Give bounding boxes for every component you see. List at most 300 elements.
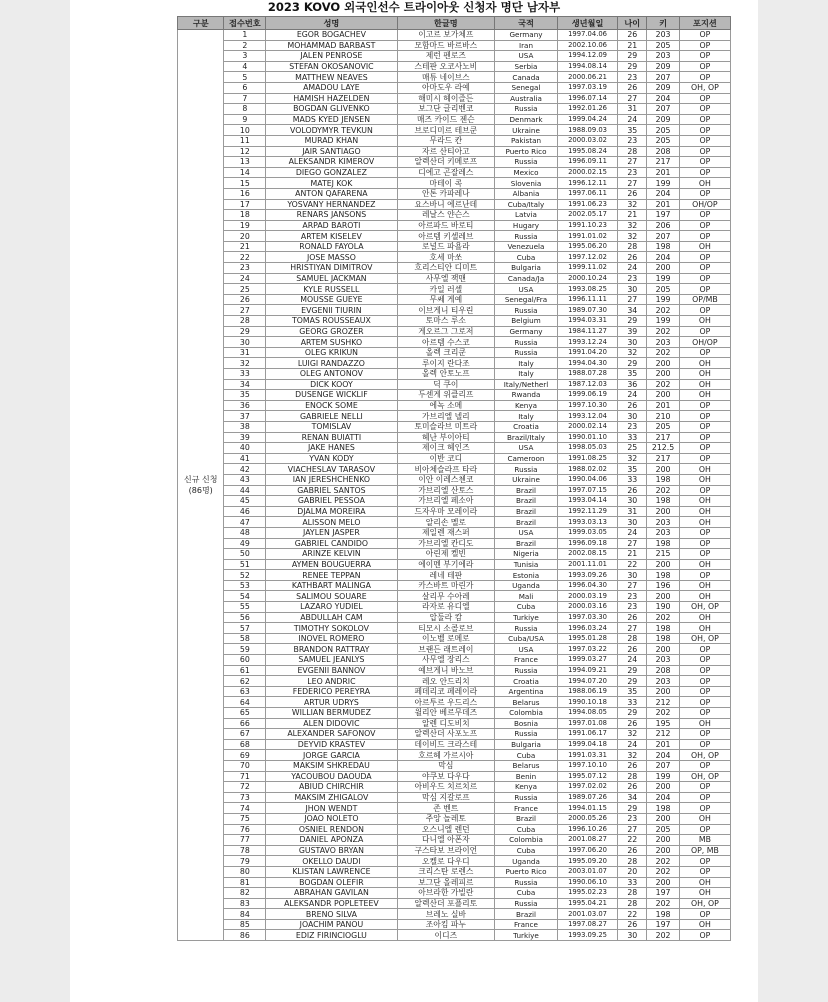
cell-height: 207 xyxy=(647,72,680,83)
cell-nationality: Venezuela xyxy=(495,241,558,252)
cell-position: OH xyxy=(679,178,730,189)
cell-nationality: Uganda xyxy=(495,580,558,591)
cell-birthdate: 1997.01.08 xyxy=(557,718,617,729)
cell-birthdate: 1999.11.02 xyxy=(557,263,617,274)
cell-age: 30 xyxy=(618,337,647,348)
cell-nationality: USA xyxy=(495,284,558,295)
cell-nationality: Russia xyxy=(495,337,558,348)
cell-age: 32 xyxy=(618,220,647,231)
col-header-height: 키 xyxy=(647,17,680,30)
document-page xyxy=(70,0,758,1002)
cell-nationality: USA xyxy=(495,51,558,62)
cell-name: ALEXANDER SAFONOV xyxy=(266,729,397,740)
cell-nationality: Puerto Rico xyxy=(495,146,558,157)
cell-height: 203 xyxy=(647,30,680,41)
cell-name: ALEKSANDR KIMEROV xyxy=(266,157,397,168)
cell-age: 26 xyxy=(618,644,647,655)
cell-korean-name: 이반 코디 xyxy=(397,453,495,464)
table-row xyxy=(178,443,731,454)
cell-birthdate: 1994.04.30 xyxy=(557,358,617,369)
cell-position: OH xyxy=(679,464,730,475)
cell-age: 26 xyxy=(618,188,647,199)
cell-name: VIACHESLAV TARASOV xyxy=(266,464,397,475)
cell-name: JOAO NOLETO xyxy=(266,813,397,824)
cell-name: ABDULLAH CAM xyxy=(266,612,397,623)
cell-number: 48 xyxy=(224,527,266,538)
cell-position: OH xyxy=(679,506,730,517)
cell-age: 32 xyxy=(618,347,647,358)
cell-nationality: Russia xyxy=(495,104,558,115)
cell-height: 202 xyxy=(647,856,680,867)
cell-name: GABRIEL PESSOA xyxy=(266,496,397,507)
cell-nationality: Bulgaria xyxy=(495,739,558,750)
cell-age: 30 xyxy=(618,411,647,422)
cell-height: 200 xyxy=(647,686,680,697)
cell-name: WILLIAN BERMUDEZ xyxy=(266,708,397,719)
table-row xyxy=(178,888,731,899)
table-row xyxy=(178,157,731,168)
table-row xyxy=(178,252,731,263)
cell-height: 198 xyxy=(647,803,680,814)
cell-name: SALIMOU SOUARE xyxy=(266,591,397,602)
cell-height: 200 xyxy=(647,835,680,846)
cell-age: 35 xyxy=(618,125,647,136)
cell-korean-name: 가브리엘 산토스 xyxy=(397,485,495,496)
cell-nationality: Russia xyxy=(495,792,558,803)
cell-birthdate: 1990.04.06 xyxy=(557,474,617,485)
page-title: 2023 KOVO 외국인선수 트라이아웃 신청자 명단 남자부 xyxy=(267,0,561,14)
cell-age: 29 xyxy=(618,676,647,687)
table-row xyxy=(178,369,731,380)
cell-birthdate: 1993.04.14 xyxy=(557,496,617,507)
cell-height: 198 xyxy=(647,570,680,581)
cell-name: GABRIEL CANDIDO xyxy=(266,538,397,549)
cell-name: OLEG KRIKUN xyxy=(266,347,397,358)
cell-number: 80 xyxy=(224,866,266,877)
cell-number: 46 xyxy=(224,506,266,517)
table-row xyxy=(178,729,731,740)
cell-age: 35 xyxy=(618,686,647,697)
cell-korean-name: 살리무 수아레 xyxy=(397,591,495,602)
cell-birthdate: 1997.03.30 xyxy=(557,612,617,623)
cell-name: ALEN DIDOVIC xyxy=(266,718,397,729)
cell-height: 205 xyxy=(647,135,680,146)
cell-height: 212 xyxy=(647,729,680,740)
cell-number: 41 xyxy=(224,453,266,464)
table-row xyxy=(178,909,731,920)
cell-nationality: France xyxy=(495,655,558,666)
cell-nationality: Ukraine xyxy=(495,474,558,485)
cell-number: 30 xyxy=(224,337,266,348)
cell-position: OP xyxy=(679,125,730,136)
cell-korean-name: 막심 xyxy=(397,760,495,771)
cell-height: 195 xyxy=(647,718,680,729)
cell-number: 52 xyxy=(224,570,266,581)
cell-nationality: Russia xyxy=(495,305,558,316)
cell-nationality: Kenya xyxy=(495,400,558,411)
cell-korean-name: 카일 러셀 xyxy=(397,284,495,295)
cell-nationality: Belarus xyxy=(495,760,558,771)
cell-name: AYMEN BOUGUERRA xyxy=(266,559,397,570)
cell-birthdate: 1995.02.23 xyxy=(557,888,617,899)
cell-number: 33 xyxy=(224,369,266,380)
cell-name: RENAN BUIATTI xyxy=(266,432,397,443)
cell-height: 196 xyxy=(647,580,680,591)
cell-nationality: Italy xyxy=(495,411,558,422)
cell-birthdate: 1993.03.13 xyxy=(557,517,617,528)
cell-nationality: Cuba xyxy=(495,888,558,899)
cell-age: 30 xyxy=(618,570,647,581)
cell-position: OP xyxy=(679,326,730,337)
cell-age: 32 xyxy=(618,750,647,761)
cell-nationality: Bulgaria xyxy=(495,263,558,274)
cell-birthdate: 1996.04.30 xyxy=(557,580,617,591)
table-row xyxy=(178,188,731,199)
cell-height: 202 xyxy=(647,898,680,909)
cell-birthdate: 1990.10.18 xyxy=(557,697,617,708)
cell-number: 18 xyxy=(224,210,266,221)
cell-birthdate: 1994.09.21 xyxy=(557,665,617,676)
cell-height: 199 xyxy=(647,178,680,189)
cell-korean-name: 가브리엘 칸디도 xyxy=(397,538,495,549)
col-header-nationality: 국적 xyxy=(495,17,558,30)
cell-height: 209 xyxy=(647,82,680,93)
cell-number: 82 xyxy=(224,888,266,899)
cell-position: OP xyxy=(679,856,730,867)
cell-korean-name: 토마스 루소 xyxy=(397,316,495,327)
cell-height: 200 xyxy=(647,559,680,570)
cell-age: 26 xyxy=(618,30,647,41)
cell-position: OP xyxy=(679,231,730,242)
cell-nationality: France xyxy=(495,803,558,814)
table-row xyxy=(178,835,731,846)
cell-birthdate: 1996.09.11 xyxy=(557,157,617,168)
cell-korean-name: 이고르 보가체프 xyxy=(397,30,495,41)
cell-number: 31 xyxy=(224,347,266,358)
cell-age: 34 xyxy=(618,792,647,803)
table-row xyxy=(178,358,731,369)
cell-birthdate: 1988.07.28 xyxy=(557,369,617,380)
cell-number: 83 xyxy=(224,898,266,909)
cell-nationality: Serbia xyxy=(495,61,558,72)
cell-height: 197 xyxy=(647,210,680,221)
cell-korean-name: 다니엘 아폰자 xyxy=(397,835,495,846)
table-row xyxy=(178,623,731,634)
cell-birthdate: 1998.05.03 xyxy=(557,443,617,454)
cell-height: 210 xyxy=(647,411,680,422)
table-row xyxy=(178,559,731,570)
cell-korean-name: 게오르그 그로저 xyxy=(397,326,495,337)
cell-number: 77 xyxy=(224,835,266,846)
cell-korean-name: 헤난 부이아티 xyxy=(397,432,495,443)
cell-age: 33 xyxy=(618,432,647,443)
cell-height: 200 xyxy=(647,782,680,793)
cell-position: OP xyxy=(679,453,730,464)
cell-korean-name: 가브리엘 넬리 xyxy=(397,411,495,422)
cell-number: 66 xyxy=(224,718,266,729)
table-row xyxy=(178,411,731,422)
cell-name: JOACHIM PANOU xyxy=(266,919,397,930)
cell-position: OP/MB xyxy=(679,294,730,305)
cell-korean-name: 제런 펜로즈 xyxy=(397,51,495,62)
cell-birthdate: 2000.02.14 xyxy=(557,421,617,432)
table-row xyxy=(178,167,731,178)
cell-position: OP xyxy=(679,263,730,274)
table-row xyxy=(178,813,731,824)
cell-name: ABIUD CHIRCHIR xyxy=(266,782,397,793)
cell-height: 200 xyxy=(647,390,680,401)
cell-name: OKELLO DAUDI xyxy=(266,856,397,867)
cell-age: 23 xyxy=(618,167,647,178)
cell-korean-name: 요스바니 에르난데 xyxy=(397,199,495,210)
cell-korean-name: 해미시 헤이즐든 xyxy=(397,93,495,104)
cell-number: 16 xyxy=(224,188,266,199)
cell-age: 29 xyxy=(618,665,647,676)
cell-age: 28 xyxy=(618,241,647,252)
cell-position: OP xyxy=(679,157,730,168)
cell-position: OH, OP xyxy=(679,771,730,782)
cell-age: 26 xyxy=(618,485,647,496)
table-row xyxy=(178,263,731,274)
cell-korean-name: 토미슬라브 미트라 xyxy=(397,421,495,432)
cell-name: LUIGI RANDAZZO xyxy=(266,358,397,369)
cell-nationality: Kenya xyxy=(495,782,558,793)
cell-height: 200 xyxy=(647,845,680,856)
cell-age: 28 xyxy=(618,888,647,899)
cell-height: 212.5 xyxy=(647,443,680,454)
cell-position: OP xyxy=(679,930,730,941)
cell-height: 202 xyxy=(647,708,680,719)
cell-number: 39 xyxy=(224,432,266,443)
cell-name: LEO ANDRIC xyxy=(266,676,397,687)
cell-number: 20 xyxy=(224,231,266,242)
cell-name: BRANDON RATTRAY xyxy=(266,644,397,655)
table-row xyxy=(178,51,731,62)
cell-nationality: Brazil/Italy xyxy=(495,432,558,443)
cell-birthdate: 1997.12.02 xyxy=(557,252,617,263)
table-row xyxy=(178,591,731,602)
cell-position: OP xyxy=(679,485,730,496)
cell-number: 84 xyxy=(224,909,266,920)
cell-korean-name: 사무엘 장리스 xyxy=(397,655,495,666)
cell-birthdate: 2000.03.16 xyxy=(557,602,617,613)
cell-nationality: Canada xyxy=(495,72,558,83)
cell-korean-name: 마테이 콕 xyxy=(397,178,495,189)
cell-birthdate: 1990.01.10 xyxy=(557,432,617,443)
cell-number: 29 xyxy=(224,326,266,337)
cell-name: ARPAD BAROTI xyxy=(266,220,397,231)
cell-number: 12 xyxy=(224,146,266,157)
cell-korean-name: 아르템 키셀레브 xyxy=(397,231,495,242)
cell-position: OH xyxy=(679,559,730,570)
cell-age: 33 xyxy=(618,877,647,888)
cell-korean-name: 알렉산더 포플리토 xyxy=(397,898,495,909)
cell-height: 204 xyxy=(647,792,680,803)
cell-position: OP xyxy=(679,114,730,125)
cell-nationality: Italy xyxy=(495,369,558,380)
cell-position: OH xyxy=(679,612,730,623)
cell-nationality: USA xyxy=(495,443,558,454)
cell-age: 27 xyxy=(618,294,647,305)
cell-nationality: France xyxy=(495,919,558,930)
cell-number: 9 xyxy=(224,114,266,125)
group-count: (86명) xyxy=(188,486,213,496)
cell-age: 32 xyxy=(618,453,647,464)
cell-number: 64 xyxy=(224,697,266,708)
cell-height: 199 xyxy=(647,273,680,284)
cell-number: 1 xyxy=(224,30,266,41)
cell-korean-name: 데이비드 크라스테 xyxy=(397,739,495,750)
cell-age: 27 xyxy=(618,538,647,549)
cell-nationality: Australia xyxy=(495,93,558,104)
cell-nationality: Russia xyxy=(495,665,558,676)
table-row xyxy=(178,284,731,295)
cell-korean-name: 흐리스티안 디미트 xyxy=(397,263,495,274)
table-row xyxy=(178,30,731,41)
cell-height: 208 xyxy=(647,146,680,157)
cell-number: 32 xyxy=(224,358,266,369)
cell-birthdate: 1996.12.11 xyxy=(557,178,617,189)
cell-name: ABRAHAN GAVILAN xyxy=(266,888,397,899)
cell-height: 202 xyxy=(647,326,680,337)
cell-nationality: Russia xyxy=(495,231,558,242)
table-row xyxy=(178,93,731,104)
cell-birthdate: 1995.08.24 xyxy=(557,146,617,157)
cell-name: JAKE HANES xyxy=(266,443,397,454)
cell-number: 50 xyxy=(224,549,266,560)
cell-name: DICK KOOY xyxy=(266,379,397,390)
cell-position: OP xyxy=(679,570,730,581)
cell-nationality: Bosnia xyxy=(495,718,558,729)
cell-name: JALEN PENROSE xyxy=(266,51,397,62)
cell-birthdate: 1997.03.19 xyxy=(557,82,617,93)
cell-birthdate: 1997.10.30 xyxy=(557,400,617,411)
cell-height: 200 xyxy=(647,464,680,475)
table-row xyxy=(178,273,731,284)
cell-height: 200 xyxy=(647,263,680,274)
cell-height: 202 xyxy=(647,347,680,358)
cell-number: 10 xyxy=(224,125,266,136)
cell-name: MURAD KHAN xyxy=(266,135,397,146)
cell-name: AMADOU LAYE xyxy=(266,82,397,93)
cell-position: OH xyxy=(679,919,730,930)
cell-nationality: USA xyxy=(495,527,558,538)
cell-birthdate: 1990.06.10 xyxy=(557,877,617,888)
cell-age: 28 xyxy=(618,898,647,909)
cell-birthdate: 2002.10.06 xyxy=(557,40,617,51)
cell-nationality: Brazil xyxy=(495,506,558,517)
cell-height: 197 xyxy=(647,919,680,930)
cell-age: 33 xyxy=(618,474,647,485)
cell-birthdate: 1993.09.26 xyxy=(557,570,617,581)
cell-height: 204 xyxy=(647,252,680,263)
cell-age: 23 xyxy=(618,273,647,284)
cell-position: OH xyxy=(679,813,730,824)
cell-position: OP xyxy=(679,739,730,750)
cell-age: 31 xyxy=(618,506,647,517)
table-row xyxy=(178,517,731,528)
cell-birthdate: 1987.12.03 xyxy=(557,379,617,390)
cell-korean-name: 압둘라 캄 xyxy=(397,612,495,623)
cell-birthdate: 1996.07.14 xyxy=(557,93,617,104)
cell-korean-name: 아마도우 라예 xyxy=(397,82,495,93)
cell-nationality: Cuba xyxy=(495,824,558,835)
cell-name: KYLE RUSSELL xyxy=(266,284,397,295)
cell-height: 212 xyxy=(647,697,680,708)
cell-korean-name: 드자우마 모레이라 xyxy=(397,506,495,517)
cell-number: 3 xyxy=(224,51,266,62)
cell-position: OH/OP xyxy=(679,337,730,348)
cell-korean-name: 두센게 위클리프 xyxy=(397,390,495,401)
cell-birthdate: 1988.09.03 xyxy=(557,125,617,136)
table-row xyxy=(178,241,731,252)
cell-age: 26 xyxy=(618,919,647,930)
cell-position: OH xyxy=(679,316,730,327)
cell-number: 74 xyxy=(224,803,266,814)
cell-korean-name: 브로디미르 테브쿤 xyxy=(397,125,495,136)
cell-nationality: Brazil xyxy=(495,813,558,824)
cell-name: BOGDAN GLIVENKO xyxy=(266,104,397,115)
cell-birthdate: 2001.08.27 xyxy=(557,835,617,846)
table-row xyxy=(178,178,731,189)
cell-age: 27 xyxy=(618,178,647,189)
applicant-table xyxy=(177,16,731,941)
table-row xyxy=(178,527,731,538)
cell-height: 205 xyxy=(647,824,680,835)
cell-name: RENEE TEPPAN xyxy=(266,570,397,581)
table-row xyxy=(178,877,731,888)
cell-korean-name: 카스바트 마린가 xyxy=(397,580,495,591)
cell-height: 198 xyxy=(647,241,680,252)
cell-height: 207 xyxy=(647,760,680,771)
cell-number: 26 xyxy=(224,294,266,305)
cell-korean-name: 호세 마쏘 xyxy=(397,252,495,263)
cell-height: 208 xyxy=(647,665,680,676)
cell-age: 28 xyxy=(618,146,647,157)
cell-name: GEORG GROZER xyxy=(266,326,397,337)
cell-position: OP xyxy=(679,30,730,41)
cell-nationality: Germany xyxy=(495,30,558,41)
cell-age: 30 xyxy=(618,284,647,295)
cell-name: YOSVANY HERNANDEZ xyxy=(266,199,397,210)
cell-position: OP xyxy=(679,273,730,284)
cell-number: 45 xyxy=(224,496,266,507)
cell-nationality: Brazil xyxy=(495,909,558,920)
cell-number: 37 xyxy=(224,411,266,422)
cell-age: 22 xyxy=(618,835,647,846)
cell-korean-name: 오스니엘 렌던 xyxy=(397,824,495,835)
cell-birthdate: 1994.01.15 xyxy=(557,803,617,814)
cell-number: 28 xyxy=(224,316,266,327)
cell-nationality: Russia xyxy=(495,729,558,740)
cell-nationality: Italy/Netherl xyxy=(495,379,558,390)
cell-number: 44 xyxy=(224,485,266,496)
cell-name: MADS KYED JENSEN xyxy=(266,114,397,125)
cell-birthdate: 1991.10.23 xyxy=(557,220,617,231)
cell-age: 26 xyxy=(618,782,647,793)
cell-nationality: Slovenia xyxy=(495,178,558,189)
cell-nationality: Albania xyxy=(495,188,558,199)
cell-position: OH xyxy=(679,379,730,390)
cell-name: OLEG ANTONOV xyxy=(266,369,397,380)
cell-position: OP xyxy=(679,432,730,443)
cell-age: 27 xyxy=(618,93,647,104)
cell-name: ARINZE KELVIN xyxy=(266,549,397,560)
table-row xyxy=(178,856,731,867)
cell-korean-name: 매즈 카이드 젠슨 xyxy=(397,114,495,125)
cell-age: 30 xyxy=(618,930,647,941)
cell-age: 24 xyxy=(618,655,647,666)
